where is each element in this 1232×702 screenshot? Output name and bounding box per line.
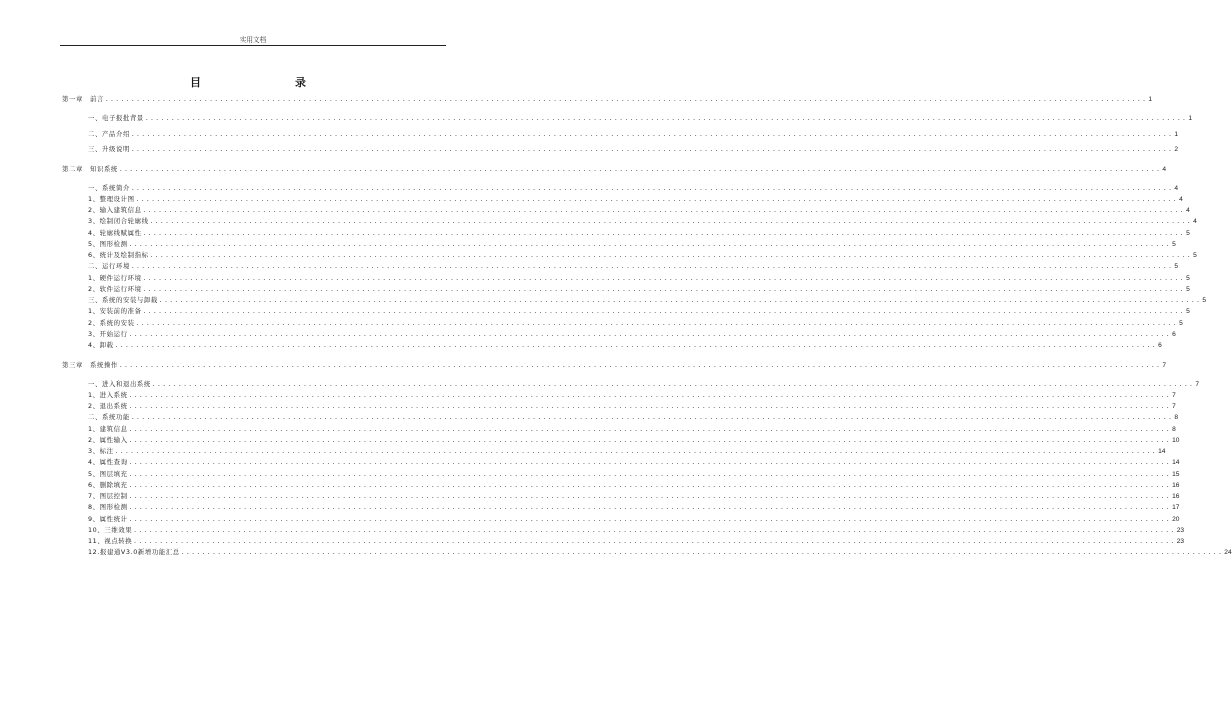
toc-entry-label: 1、建筑信息 [88, 424, 128, 433]
toc-dot-leader: ........................................................................................................................................................................................................ [130, 130, 1174, 138]
toc-entry[interactable] [88, 546, 1232, 557]
toc-entry[interactable] [88, 249, 1197, 259]
toc-title: 目 录 [190, 76, 330, 89]
toc-entry[interactable] [88, 524, 1185, 534]
toc-dot-leader: ........................................................................................................................................................................................................ [128, 240, 1172, 248]
toc-entry-page: 15 [1172, 470, 1180, 478]
toc-entry-page: 5 [1172, 240, 1176, 248]
toc-entry-label: 8、图形检测 [88, 503, 128, 512]
toc-dot-leader: ........................................................................................................................................................................................................ [130, 146, 1174, 153]
toc-entry[interactable] [88, 112, 1193, 122]
toc-dot-leader: ........................................................................................................................................................................................................ [142, 207, 1186, 214]
toc-dot-leader: ........................................................................................................................................................................................................ [128, 459, 1172, 467]
toc-entry[interactable] [62, 359, 1167, 369]
toc-dot-leader: ........................................................................................................................................................................................................ [135, 195, 1179, 203]
toc-entry-label: 二、系统功能 [88, 413, 130, 422]
toc-dot-leader: ........................................................................................................................................................................................................ [128, 425, 1172, 433]
toc-entry-label: 三、系统的安装与卸载 [88, 296, 158, 304]
toc-dot-leader: ........................................................................................................................................................................................................ [130, 184, 1174, 192]
toc-entry-label: 一、电子报批背景 [88, 114, 144, 122]
toc-dot-leader: ........................................................................................................................................................................................................ [142, 285, 1186, 293]
toc-dot-leader: ........................................................................................................................................................................................................ [118, 165, 1162, 173]
toc-dot-leader: ........................................................................................................................................................................................................ [142, 274, 1186, 282]
toc-entry-label: 2、系统的安装 [88, 318, 135, 327]
toc-entry-label: 1、硬件运行环境 [88, 273, 142, 282]
toc-entry[interactable] [88, 468, 1180, 478]
toc-entry[interactable] [88, 227, 1190, 237]
toc-entry-page: 14 [1172, 459, 1180, 467]
toc-entry-label: 10、三维效果 [88, 525, 133, 534]
toc-entry[interactable] [88, 513, 1180, 523]
toc-entry-page: 16 [1172, 493, 1180, 500]
toc-entry-page: 5 [1193, 252, 1197, 259]
toc-entry-page: 1 [1188, 115, 1193, 122]
toc-dot-leader: ........................................................................................................................................................................................................ [130, 263, 1174, 271]
toc-entry-label: 2、软件运行环境 [88, 284, 142, 293]
toc-entry-label: 2、退出系统 [88, 402, 128, 410]
toc-dot-leader: ........................................................................................................................................................................................................ [128, 436, 1172, 444]
toc-entry-page: 4 [1162, 165, 1167, 173]
toc-entry-page: 1 [1174, 130, 1179, 138]
toc-entry-page: 2 [1174, 146, 1179, 153]
toc-entry[interactable] [88, 479, 1180, 489]
toc-entry-page: 1 [1148, 96, 1153, 103]
toc-entry[interactable] [88, 193, 1183, 203]
toc-entry-page: 5 [1186, 274, 1190, 282]
toc-dot-leader: ........................................................................................................................................................................................................ [130, 414, 1174, 422]
toc-entry[interactable] [62, 93, 1153, 103]
toc-entry-page: 4 [1174, 184, 1179, 192]
toc-entry[interactable] [88, 128, 1179, 138]
toc-entry-label: 6、删除填充 [88, 480, 128, 489]
toc-entry-page: 24 [1224, 549, 1232, 557]
toc-entry-label: 2、输入建筑信息 [88, 206, 142, 214]
toc-entry[interactable] [88, 445, 1166, 455]
toc-entry-page: 10 [1172, 436, 1180, 444]
toc-entry[interactable] [88, 143, 1179, 153]
toc-entry-page: 5 [1174, 263, 1179, 271]
toc-dot-leader: ........................................................................................................................................................................................................ [128, 391, 1172, 399]
toc-entry-page: 5 [1186, 308, 1190, 316]
toc-entry[interactable] [88, 215, 1197, 226]
toc-entry-page: 7 [1195, 380, 1200, 388]
toc-entry-label: 5、图形检测 [88, 239, 128, 248]
toc-entry-page: 23 [1176, 526, 1185, 534]
toc-entry-label: 二、产品介绍 [88, 129, 130, 138]
toc-entry-label: 二、运行环境 [88, 262, 130, 271]
toc-entry-label: 4、属性查询 [88, 458, 128, 467]
toc-entry-page: 5 [1179, 319, 1183, 327]
toc-entry-label: 3、标注 [88, 447, 114, 455]
toc-dot-leader: ........................................................................................................................................................................................................ [128, 470, 1172, 478]
toc-entry[interactable] [88, 339, 1162, 349]
toc-entry[interactable] [88, 434, 1180, 444]
toc-entry[interactable] [88, 411, 1179, 422]
toc-entry-label: 第三章 系统操作 [62, 360, 118, 369]
toc-dot-leader: ........................................................................................................................................................................................................ [133, 526, 1176, 534]
toc-entry-page: 20 [1172, 515, 1180, 523]
toc-dot-leader: ........................................................................................................................................................................................................ [118, 361, 1162, 369]
toc-entry-label: 第一章 前言 [62, 95, 104, 103]
toc-dot-leader: ........................................................................................................................................................................................................ [135, 319, 1179, 327]
toc-entry-page: 17 [1172, 504, 1180, 512]
toc-entry[interactable] [88, 317, 1183, 327]
toc-entry-label: 1、安装前的准备 [88, 307, 142, 316]
toc-entry-label: 1、进入系统 [88, 390, 128, 399]
toc-entry-page: 7 [1162, 361, 1167, 369]
toc-dot-leader: ........................................................................................................................................................................................................ [149, 252, 1193, 259]
page-header: 实用文档 [239, 36, 267, 44]
toc-entry[interactable] [88, 389, 1176, 399]
toc-entry[interactable] [88, 204, 1190, 214]
toc-entry[interactable] [88, 328, 1176, 338]
toc-entry-label: 3、开始运行 [88, 329, 128, 338]
toc-dot-leader: ........................................................................................................................................................................................................ [133, 538, 1176, 545]
toc-entry-label: 7、图层控制 [88, 492, 128, 500]
toc-entry-page: 7 [1172, 391, 1176, 399]
toc-entry-label: 一、进入和退出系统 [88, 379, 151, 388]
toc-dot-leader: ........................................................................................................................................................................................................ [128, 515, 1172, 523]
toc-entry[interactable] [88, 182, 1179, 192]
toc-dot-leader: ........................................................................................................................................................................................................ [128, 504, 1172, 512]
toc-entry-page: 7 [1172, 403, 1176, 410]
toc-entry[interactable] [88, 423, 1176, 433]
toc-entry[interactable] [88, 238, 1176, 248]
toc-entry[interactable] [88, 260, 1179, 271]
toc-entry-page: 5 [1186, 229, 1190, 237]
toc-entry-label: 三、升级说明 [88, 145, 130, 153]
toc-entry[interactable] [88, 400, 1176, 410]
toc-entry-label: 4、轮廓线赋属性 [88, 228, 142, 237]
toc-entry-label: 9、属性统计 [88, 514, 128, 523]
toc-entry-page: 5 [1186, 285, 1190, 293]
toc-entry-label: 4、卸载 [88, 341, 114, 349]
toc-entry-page: 14 [1158, 448, 1166, 455]
toc-entry-page: 6 [1172, 330, 1176, 338]
toc-dot-leader: ........................................................................................................................................................................................................ [142, 308, 1186, 316]
toc-entry-page: 8 [1174, 414, 1179, 422]
toc-entry[interactable] [88, 501, 1180, 512]
toc-entry[interactable] [88, 305, 1190, 316]
toc-entry-label: 3、绘制闭合轮廓线 [88, 217, 149, 226]
toc-dot-leader: ........................................................................................................................................................................................................ [128, 403, 1172, 410]
toc-entry[interactable] [88, 283, 1190, 293]
toc-entry-label: 第二章 知识系统 [62, 164, 118, 173]
toc-entry[interactable] [88, 456, 1180, 467]
toc-entry-label: 11、视点转换 [88, 537, 133, 545]
toc-dot-leader: ........................................................................................................................................................................................................ [128, 493, 1172, 500]
toc-dot-leader: ........................................................................................................................................................................................................ [158, 297, 1202, 304]
toc-entry-page: 16 [1172, 481, 1180, 489]
toc-entry-label: 一、系统简介 [88, 183, 130, 192]
toc-dot-leader: ........................................................................................................................................................................................................ [128, 481, 1172, 489]
toc-dot-leader: ........................................................................................................................................................................................................ [142, 229, 1186, 237]
toc-dot-leader: ........................................................................................................................................................................................................ [144, 115, 1188, 122]
toc-entry-label: 12.报建通V3.0新增功能汇总 [88, 548, 180, 557]
toc-entry[interactable] [88, 272, 1190, 282]
toc-dot-leader: ........................................................................................................................................................................................................ [104, 96, 1148, 103]
toc-entry-label: 6、统计及绘制指标 [88, 251, 149, 259]
toc-dot-leader: ........................................................................................................................................................................................................ [180, 549, 1224, 557]
toc-entry[interactable] [88, 378, 1200, 388]
toc-entry-page: 6 [1158, 342, 1162, 349]
toc-entry[interactable] [62, 163, 1167, 173]
toc-entry-label: 1、整理设计图 [88, 194, 135, 203]
toc-entry-label: 2、属性输入 [88, 435, 128, 444]
toc-dot-leader: ........................................................................................................................................................................................................ [114, 342, 1158, 349]
toc-dot-leader: ........................................................................................................................................................................................................ [128, 330, 1172, 338]
toc-entry-page: 4 [1193, 218, 1197, 226]
toc-dot-leader: ........................................................................................................................................................................................................ [149, 218, 1193, 226]
toc-entry-page: 5 [1202, 297, 1207, 304]
toc-entry[interactable] [88, 490, 1180, 500]
toc-entry-page: 4 [1179, 195, 1183, 203]
toc-entry-page: 4 [1186, 207, 1190, 214]
toc-entry-page: 23 [1176, 538, 1185, 545]
toc-entry-label: 5、图层填充 [88, 469, 128, 478]
toc-entry[interactable] [88, 535, 1185, 545]
toc-entry-page: 8 [1172, 425, 1176, 433]
toc-dot-leader: ........................................................................................................................................................................................................ [114, 448, 1158, 455]
toc-dot-leader: ........................................................................................................................................................................................................ [151, 380, 1195, 388]
toc-entry[interactable] [88, 294, 1207, 304]
